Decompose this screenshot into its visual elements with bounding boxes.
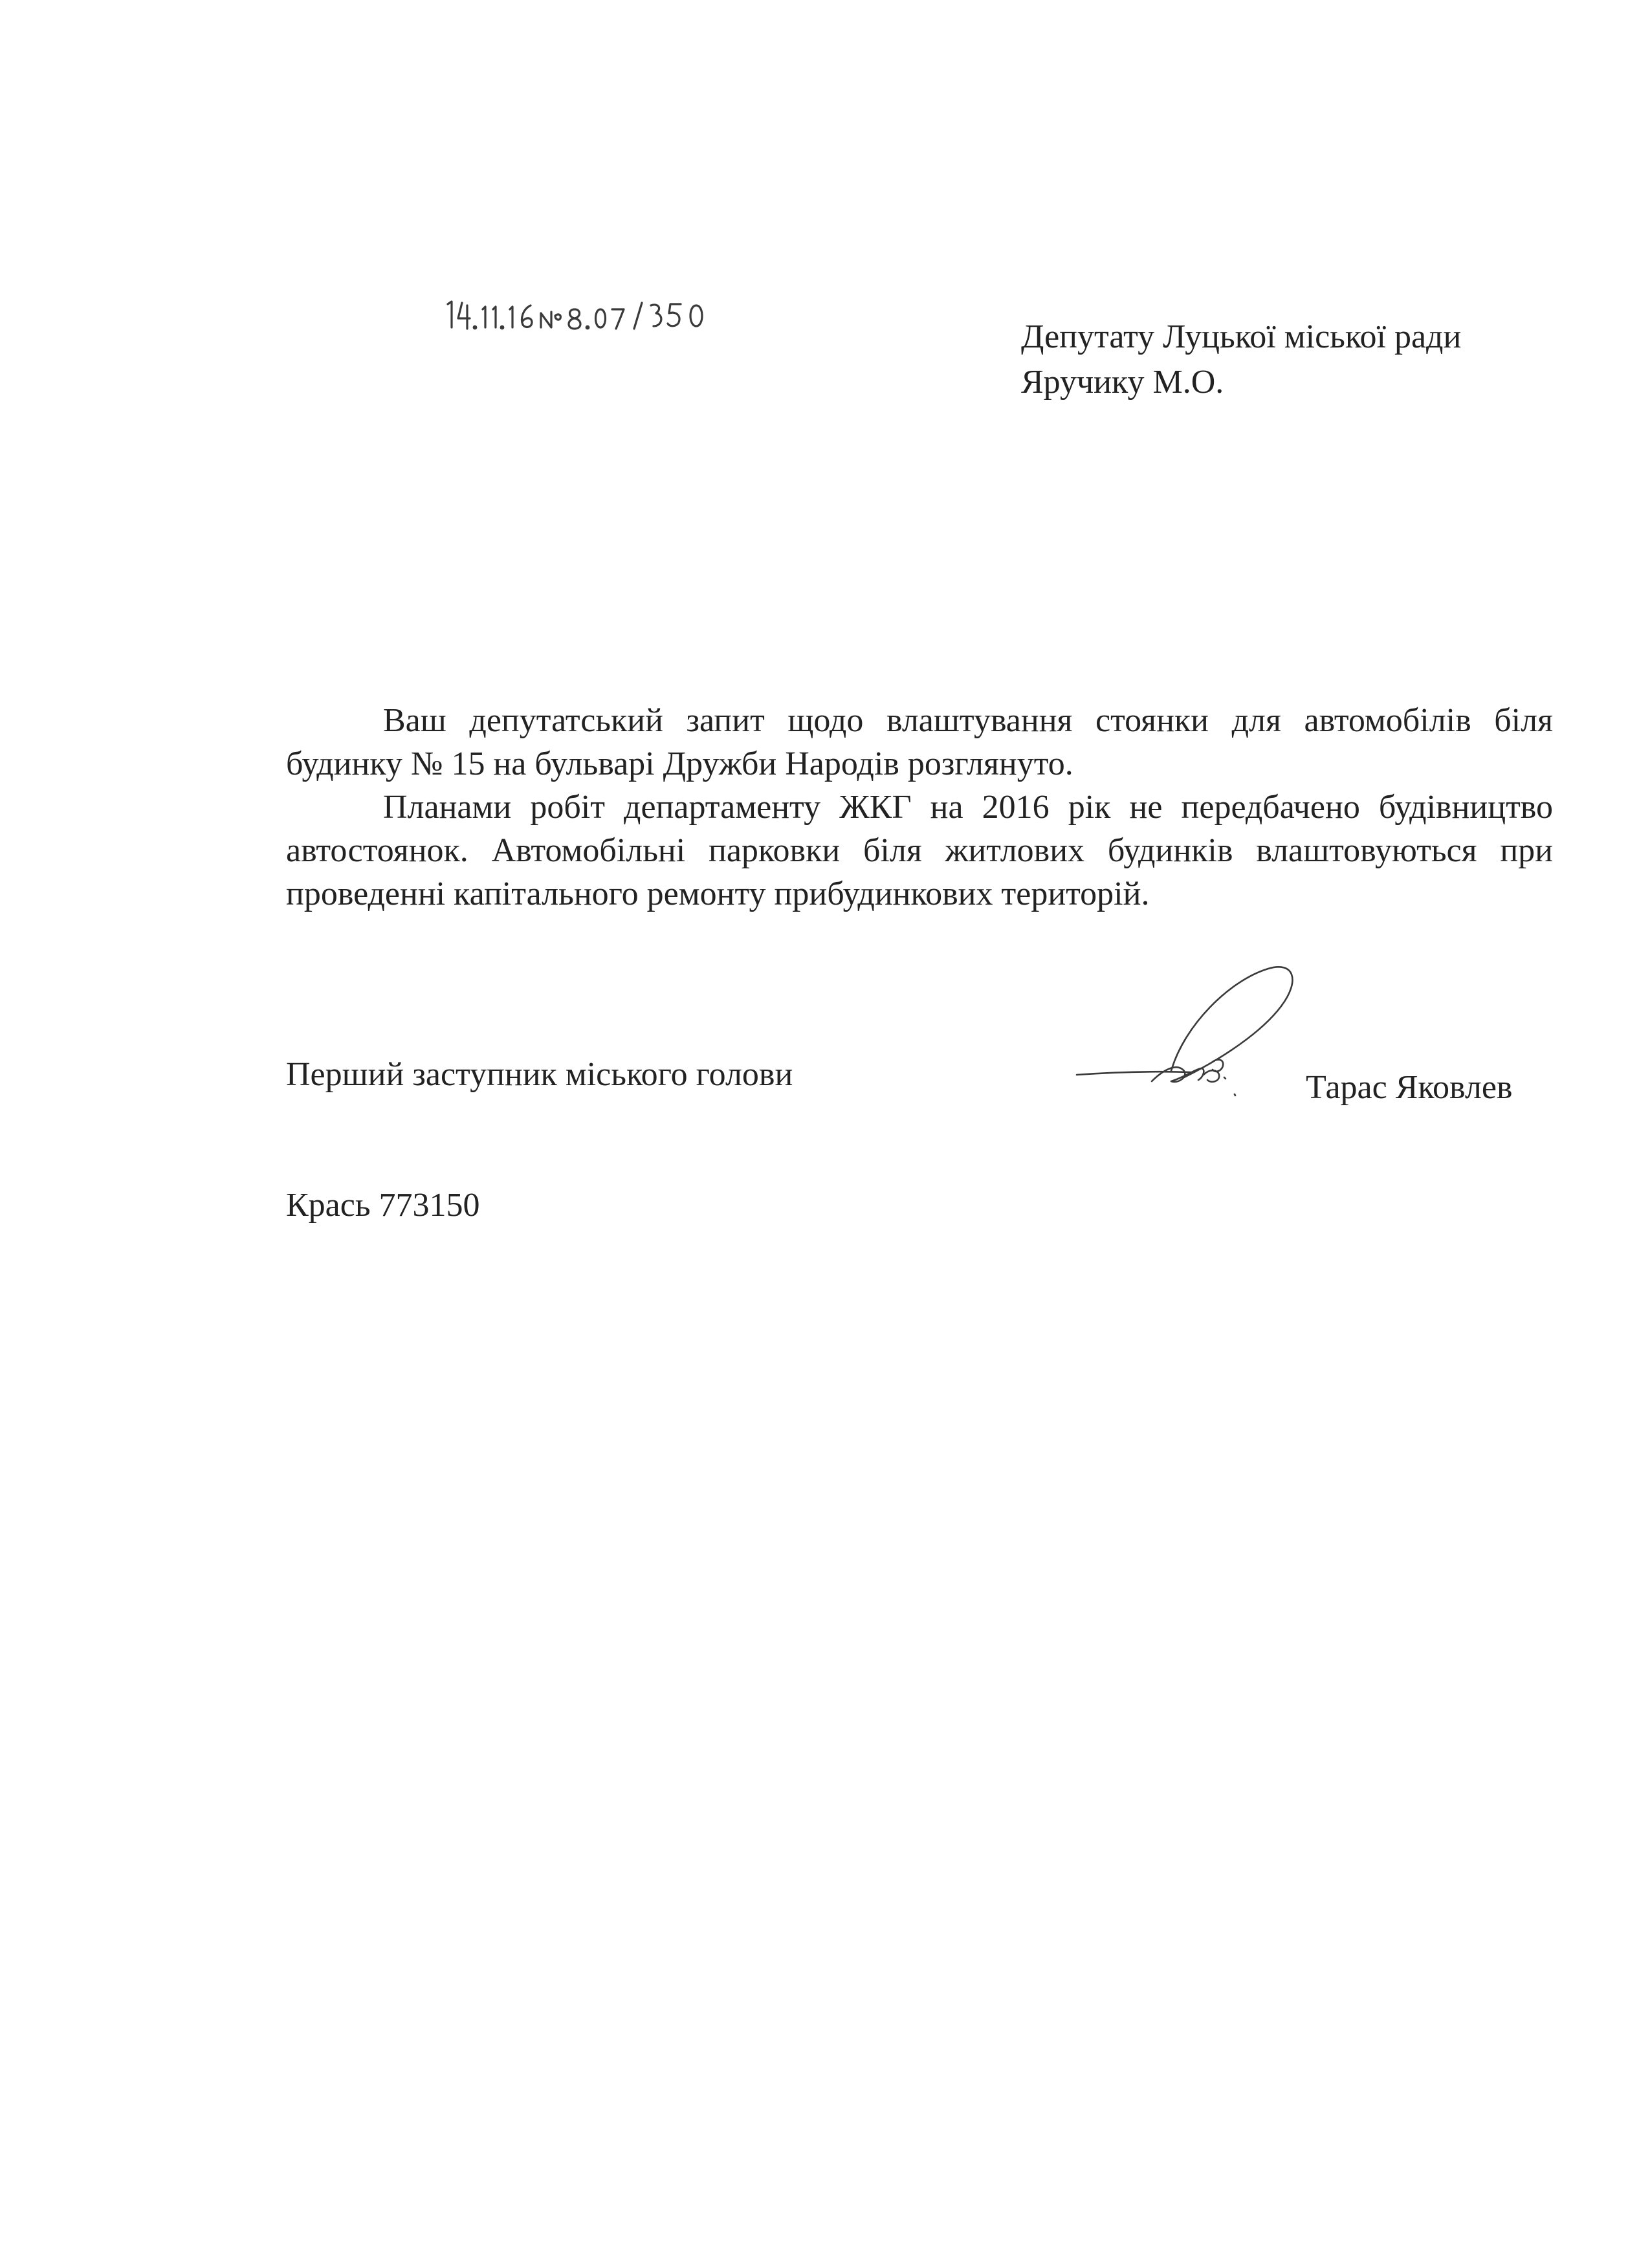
signer-name: Тарас Яковлев	[1306, 1069, 1513, 1106]
addressee-line-1: Депутату Луцької міської ради	[1021, 318, 1462, 355]
letter-body	[286, 699, 1553, 916]
addressee-line-2: Яручику М.О.	[1021, 364, 1224, 401]
body-paragraph-2: Планами робіт департаменту ЖКГ на 2016 рік не передбачено будівництво автостоянок. Автомобільні парковки біля житлових будинків влаштовуються при проведенні капітального ремонту прибудинкових територій.	[286, 789, 1553, 912]
executor-contact: Крась 773150	[286, 1187, 480, 1224]
addressee-block	[1021, 314, 1461, 405]
body-paragraph-1: Ваш депутатський запит щодо влаштування стоянки для автомобілів біля будинку № 15 на бульварі Дружби Народів розглянуто.	[286, 702, 1553, 782]
signer-title: Перший заступник міського голови	[286, 1056, 793, 1093]
handwritten-reference-number	[440, 290, 828, 342]
